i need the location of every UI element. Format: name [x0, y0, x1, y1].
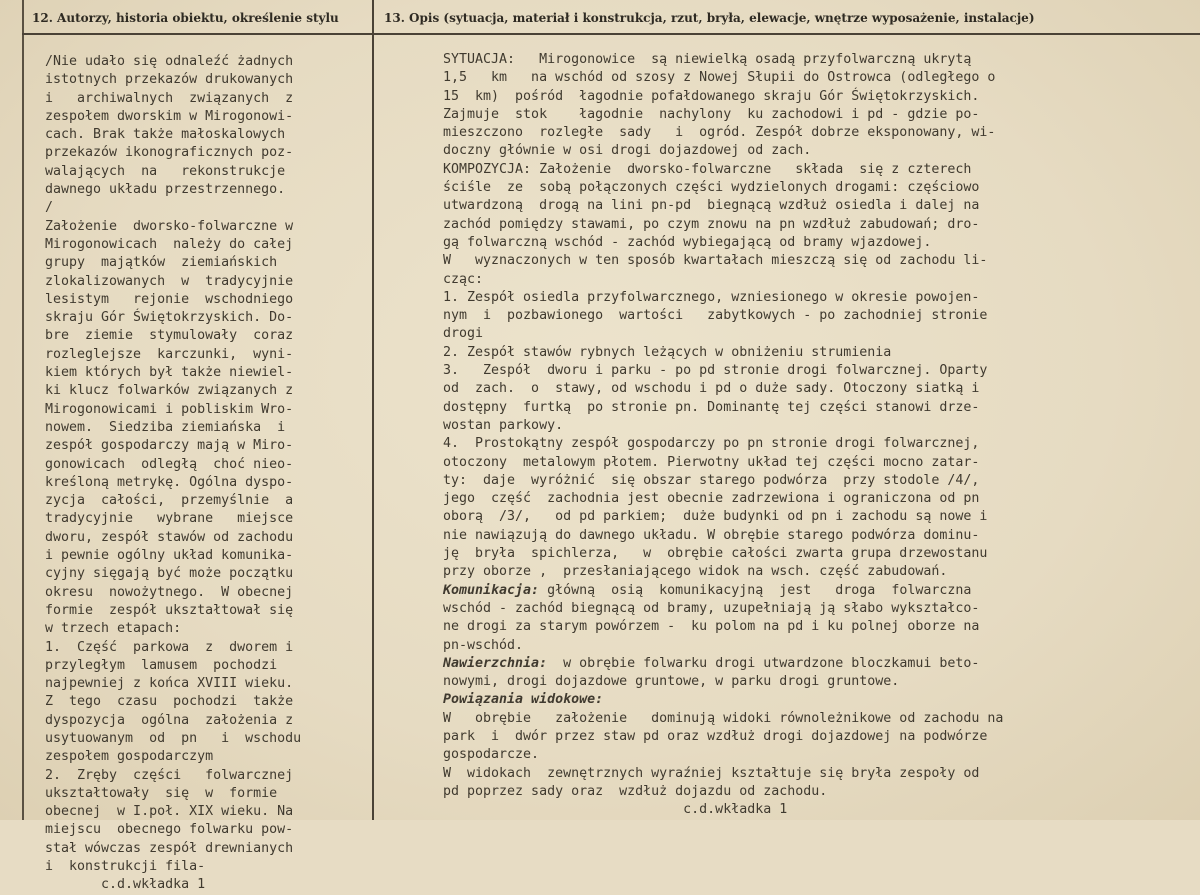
text-line: istotnych przekazów drukowanych [45, 72, 294, 88]
text-line [443, 490, 1143, 508]
text-line: i konstrukcji fila- [45, 859, 206, 875]
line-text: doczny głównie w osi drogi dojazdowej od zach. [443, 143, 812, 159]
line-text: otoczony metalowym płotem. Pierwotny układ tej części mocno zatar- [443, 454, 980, 470]
line-text: przy oborze , przesłaniającego widok na wsch. część zabudowań. [443, 564, 948, 580]
line-text: ty: daje wyróżnić się obszar starego podwórza przy stodole /4/, [443, 472, 980, 488]
text-line: 1. Część parkowa z dworem i [45, 639, 294, 655]
text-line [443, 582, 1143, 600]
line-text: oborą /3/, od pd parkiem; duże budynki od pn i zachodu są nowe i [443, 509, 988, 525]
line-text: KOMPOZYCJA: Założenie dworsko-folwarczne składa się z czterech [443, 161, 972, 177]
line-text: jego część zachodnia jest obecnie zadrzewiona i ograniczona od pn [443, 491, 980, 507]
text-line [443, 362, 1143, 380]
text-line [443, 655, 1143, 673]
section-label: Komunikacja: [443, 582, 540, 598]
text-line [443, 234, 1143, 252]
section-label: Powiązania widokowe: [443, 692, 604, 708]
text-line: dworu, zespół stawów od zachodu [45, 529, 294, 545]
line-text: dostępny furtką po stronie pn. Dominantę tej części stanowi drze- [443, 399, 980, 415]
text-line: / [45, 200, 54, 216]
text-line [443, 51, 1143, 69]
line-text: główną osią komunikacyjną jest droga folwarczna [539, 582, 972, 598]
text-line: zycja całości, przemyślnie a [45, 493, 294, 509]
text-line: w trzech etapach: [45, 621, 182, 637]
text-line [443, 783, 1143, 801]
line-text: 15 km) pośród łagodnie pofałdowanego skraju Gór Świętokrzyskich. [443, 88, 980, 104]
text-line: i archiwalnych związanych z [45, 90, 294, 106]
line-text: c.d.wkładka 1 [443, 802, 788, 818]
text-line: Mirogonowicach należy do całej [45, 236, 294, 252]
text-line [443, 472, 1143, 490]
text-line: i pewnie ogólny układ komunika- [45, 548, 294, 564]
text-line [443, 88, 1143, 106]
text-line: dawnego układu przestrzennego. [45, 182, 286, 198]
line-text: 1. Zespół osiedla przyfolwarcznego, wzniesionego w okresie powojen- [443, 289, 980, 305]
text-line [443, 618, 1143, 636]
text-line: zlokalizowanych w tradycyjnie [45, 273, 294, 289]
text-line: c.d.wkładka 1 [45, 877, 206, 893]
text-line [443, 600, 1143, 618]
text-line [443, 673, 1143, 691]
section-12-header: 12. Autorzy, historia obiektu, określenie stylu [32, 11, 339, 25]
line-text: wostan parkowy. [443, 417, 564, 433]
text-line [443, 710, 1143, 728]
text-line: ukształtowały się w formie [45, 785, 278, 801]
text-line: rozleglejsze karczunki, wyni- [45, 346, 294, 362]
line-text: ściśle ze sobą połączonych części wydzielonych drogami: częściowo [443, 180, 980, 196]
text-line [443, 746, 1143, 764]
line-text: gospodarcze. [443, 747, 540, 763]
line-text: 3. Zespół dworu i parku - po pd stronie drogi folwarcznej. Oparty [443, 363, 988, 379]
text-line: usytuowanym od pn i wschodu [45, 730, 302, 746]
text-line [443, 691, 1143, 709]
text-line: bre ziemie stymulowały coraz [45, 328, 294, 344]
section-13-header: 13. Opis (sytuacja, materiał i konstrukcja, rzut, bryła, elewacje, wnętrze wyposażenie, instalacje) [384, 11, 1035, 25]
text-line: walających na rekonstrukcje [45, 163, 286, 179]
line-text: 2. Zespół stawów rybnych leżących w obniżeniu strumienia [443, 344, 892, 360]
text-line: grupy majątków ziemiańskich [45, 255, 278, 271]
line-text: SYTUACJA: Mirogonowice są niewielką osadą przyfolwarczną ukrytą [443, 52, 972, 67]
line-text: pn-wschód. [443, 637, 524, 653]
line-text: W widokach zewnętrznych wyraźniej kształtuje się bryła zespoły od [443, 765, 980, 781]
line-text: od zach. o stawy, od wschodu i pd o duże sady. Otoczony siatką i [443, 381, 980, 397]
text-line: lesistym rejonie wschodniego [45, 291, 294, 307]
text-line [443, 527, 1143, 545]
text-line [443, 380, 1143, 398]
line-text: cząc: [443, 271, 484, 287]
line-text: park i dwór przez staw pd oraz wzdłuż drogi dojazdowej na podwórze [443, 728, 988, 744]
text-line [443, 197, 1143, 215]
line-text: nie nawiązują do dawnego układu. W obrębie starego podwórza dominu- [443, 527, 980, 543]
left-border-line [22, 0, 24, 820]
text-line [443, 124, 1143, 142]
line-text: zachód pomiędzy stawami, po czym znowu na pn wzdłuż zabudowań; dro- [443, 216, 980, 232]
text-line [443, 563, 1143, 581]
text-line: stał wówczas zespół drewnianych [45, 840, 294, 856]
line-text: mieszczono rozległe sady i ogród. Zespół dobrze eksponowany, wi- [443, 125, 996, 141]
header-rule [22, 33, 1200, 35]
text-line: Mirogonowicami i pobliskim Wro- [45, 401, 294, 417]
text-line: gonowicach odległą choć nieo- [45, 456, 294, 472]
text-line [443, 344, 1143, 362]
line-text: ne drogi za starym powórzem - ku polom na pd i ku polnej oborze na [443, 619, 980, 635]
line-text: Zajmuje stok łagodnie nachylony ku zachodowi i pd - gdzie po- [443, 106, 980, 122]
line-text: pd poprzez sady oraz wzdłuż dojazdu od zachodu. [443, 783, 828, 799]
text-line: Założenie dworsko-folwarczne w [45, 218, 294, 234]
line-text: gą folwarczną wschód - zachód wybiegającą od bramy wjazdowej. [443, 234, 932, 250]
text-line [443, 399, 1143, 417]
text-line [443, 454, 1143, 472]
text-line [443, 801, 1143, 819]
line-text: nowymi, drogi dojazdowe gruntowe, w parku drogi gruntowe. [443, 674, 900, 690]
text-line: nowem. Siedziba ziemiańska i [45, 419, 286, 435]
text-line: skraju Gór Świętokrzyskich. Do- [45, 310, 294, 326]
line-text: ję bryła spichlerza, w obrębie całości zwarta grupa drzewostanu [443, 546, 988, 562]
text-line: przyległym lamusem pochodzi [45, 657, 278, 673]
text-line: /Nie udało się odnaleźć żadnych [45, 54, 294, 69]
text-line: kreśloną metrykę. Ogólna dyspo- [45, 474, 294, 490]
text-line [443, 216, 1143, 234]
text-line: tradycyjnie wybrane miejsce [45, 511, 294, 527]
line-text: W wyznaczonych w ten sposób kwartałach mieszczą się od zachodu li- [443, 253, 988, 269]
text-line: zespołem dworskim w Mirogonowi- [45, 108, 294, 124]
text-line [443, 435, 1143, 453]
text-line: przekazów ikonograficznych poz- [45, 145, 294, 161]
text-line [443, 69, 1143, 87]
line-text: utwardzoną drogą na lini pn-pd biegnącą wzdłuż osiedla i dalej na [443, 198, 980, 214]
text-line [443, 637, 1143, 655]
line-text: nym i pozbawionego wartości zabytkowych - po zachodniej stronie [443, 308, 988, 324]
section-label: Nawierzchnia: [443, 655, 548, 671]
text-line: cach. Brak także małoskalowych [45, 127, 286, 143]
text-line [443, 271, 1143, 289]
text-line: najpewniej z końca XVIII wieku. [45, 676, 294, 692]
text-line: dyspozycja ogólna założenia z [45, 712, 294, 728]
text-line: 2. Zręby części folwarcznej [45, 767, 294, 783]
line-text: W obrębie założenie dominują widoki równoleżnikowe od zachodu na [443, 710, 1004, 726]
text-line [443, 142, 1143, 160]
line-text: w obrębie folwarku drogi utwardzone bloczkamui beto- [547, 655, 980, 671]
text-line [443, 161, 1143, 179]
text-line [443, 106, 1143, 124]
text-line: okresu nowożytnego. W obecnej [45, 584, 294, 600]
text-line [443, 728, 1143, 746]
column-divider [372, 0, 374, 820]
history-text-column [45, 53, 365, 895]
text-line [443, 307, 1143, 325]
text-line: cyjny sięgają być może początku [45, 566, 294, 582]
text-line [443, 289, 1143, 307]
text-line [443, 252, 1143, 270]
text-line: formie zespół ukształtował się [45, 602, 294, 618]
text-line [443, 508, 1143, 526]
description-text-column [443, 51, 1143, 819]
line-text: 1,5 km na wschód od szosy z Nowej Słupii do Ostrowca (odległego o [443, 70, 996, 86]
text-line [443, 179, 1143, 197]
line-text: drogi [443, 326, 484, 342]
text-line: miejscu obecnego folwarku pow- [45, 822, 294, 838]
text-line [443, 325, 1143, 343]
text-line: kiem których był także niewiel- [45, 365, 294, 381]
text-line: zespołem gospodarczym [45, 749, 214, 765]
text-line: Z tego czasu pochodzi także [45, 694, 294, 710]
text-line: ki klucz folwarków związanych z [45, 383, 294, 399]
text-line: obecnej w I.poł. XIX wieku. Na [45, 804, 294, 820]
text-line: zespół gospodarczy mają w Miro- [45, 438, 294, 454]
text-line [443, 417, 1143, 435]
text-line [443, 765, 1143, 783]
text-line [443, 545, 1143, 563]
line-text: wschód - zachód biegnącą od bramy, uzupełniają ją słabo wykształco- [443, 600, 980, 616]
line-text: 4. Prostokątny zespół gospodarczy po pn stronie drogi folwarcznej, [443, 436, 980, 452]
